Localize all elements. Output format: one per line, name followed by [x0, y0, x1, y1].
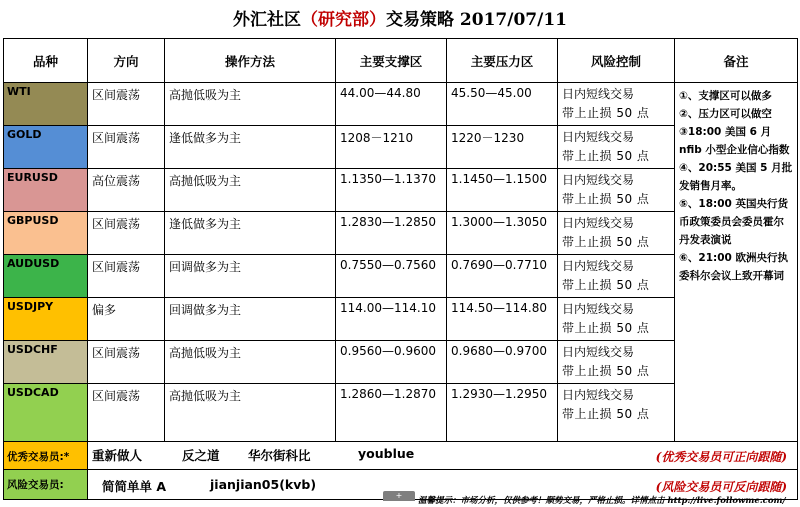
method-cell: 高抛低吸为主 — [165, 169, 336, 212]
risk-cell — [558, 212, 675, 255]
risk-line-2: 带上止损 50 点 — [562, 407, 650, 421]
risk-cell — [558, 341, 675, 384]
header-row — [4, 39, 798, 83]
trader-name[interactable]: 反之道 — [182, 448, 220, 463]
footer-expand-tab[interactable] — [383, 491, 415, 501]
support-cell: 1.2860—1.2870 — [336, 384, 447, 442]
risk-line-1: 日内短线交易 — [562, 173, 635, 187]
trader-name[interactable]: youblue — [358, 446, 415, 461]
note-item: ④、20:55 美国 5 月批发销售月率。 — [679, 162, 793, 192]
header-resistance: 主要压力区 — [447, 39, 558, 83]
resistance-cell: 0.9680—0.9700 — [447, 341, 558, 384]
note-item: ⑤、18:00 英国央行货币政策委员会委员霍尔丹发表演说 — [679, 198, 788, 246]
symbol-cell: GOLD — [4, 126, 88, 169]
risk-cell — [558, 169, 675, 212]
direction-cell: 区间震荡 — [88, 83, 165, 126]
support-cell: 1208－1210 — [336, 126, 447, 169]
risk-cell — [558, 126, 675, 169]
support-cell: 0.7550—0.7560 — [336, 255, 447, 298]
strategy-table — [3, 38, 798, 500]
note-item: ⑥、21:00 欧洲央行执委科尔会议上致开幕词 — [679, 252, 788, 282]
method-cell: 逢低做多为主 — [165, 212, 336, 255]
method-cell: 回调做多为主 — [165, 298, 336, 341]
risk-trader-label: 风险交易员: — [4, 470, 88, 500]
resistance-cell: 0.7690—0.7710 — [447, 255, 558, 298]
risk-cell — [558, 298, 675, 341]
risk-line-1: 日内短线交易 — [562, 87, 635, 101]
good-trader-note: (优秀交易员可正向跟随) — [655, 450, 787, 464]
symbol-cell: AUDUSD — [4, 255, 88, 298]
risk-line-1: 日内短线交易 — [562, 130, 635, 144]
header-notes: 备注 — [675, 39, 798, 83]
symbol-cell: WTI — [4, 83, 88, 126]
risk-cell — [558, 384, 675, 442]
support-cell: 44.00—44.80 — [336, 83, 447, 126]
header-symbol: 品种 — [4, 39, 88, 83]
direction-cell: 区间震荡 — [88, 341, 165, 384]
plus-icon: + — [395, 491, 403, 500]
risk-line-1: 日内短线交易 — [562, 216, 635, 230]
risk-line-2: 带上止损 50 点 — [562, 235, 650, 249]
support-cell: 1.2830—1.2850 — [336, 212, 447, 255]
direction-cell: 高位震荡 — [88, 169, 165, 212]
risk-line-2: 带上止损 50 点 — [562, 149, 650, 163]
symbol-cell: EURUSD — [4, 169, 88, 212]
risk-line-2: 带上止损 50 点 — [562, 364, 650, 378]
risk-line-2: 带上止损 50 点 — [562, 192, 650, 206]
header-risk: 风险控制 — [558, 39, 675, 83]
risk-cell — [558, 255, 675, 298]
method-cell: 回调做多为主 — [165, 255, 336, 298]
title-dept: （研究部） — [301, 10, 387, 30]
table-row — [4, 83, 798, 126]
direction-cell: 区间震荡 — [88, 212, 165, 255]
symbol-cell: USDCHF — [4, 341, 88, 384]
note-item: ①、支撑区可以做多 — [679, 90, 772, 102]
trader-name[interactable]: 简简单单 A — [102, 479, 167, 494]
method-cell: 逢低做多为主 — [165, 126, 336, 169]
resistance-cell: 1.1450—1.1500 — [447, 169, 558, 212]
direction-cell: 区间震荡 — [88, 126, 165, 169]
direction-cell: 偏多 — [88, 298, 165, 341]
method-cell: 高抛低吸为主 — [165, 83, 336, 126]
risk-cell — [558, 83, 675, 126]
method-cell: 高抛低吸为主 — [165, 384, 336, 442]
risk-line-1: 日内短线交易 — [562, 259, 635, 273]
resistance-cell: 114.50—114.80 — [447, 298, 558, 341]
note-item: ③18:00 美国 6 月 nfib 小型企业信心指数 — [679, 126, 790, 156]
page-title — [0, 0, 800, 38]
risk-trader-note: (风险交易员可反向跟随) — [655, 480, 787, 494]
good-trader-row — [4, 442, 798, 470]
support-cell: 1.1350—1.1370 — [336, 169, 447, 212]
direction-cell: 区间震荡 — [88, 255, 165, 298]
support-cell: 114.00—114.10 — [336, 298, 447, 341]
symbol-cell: USDCAD — [4, 384, 88, 442]
header-method: 操作方法 — [165, 39, 336, 83]
title-prefix: 外汇社区 — [233, 10, 302, 30]
risk-line-1: 日内短线交易 — [562, 302, 635, 316]
risk-line-1: 日内短线交易 — [562, 345, 635, 359]
resistance-cell: 1.2930—1.2950 — [447, 384, 558, 442]
header-direction: 方向 — [88, 39, 165, 83]
notes-cell — [675, 83, 798, 442]
good-trader-label: 优秀交易员:* — [4, 442, 88, 470]
trader-name[interactable]: jianjian05(kvb) — [210, 477, 317, 492]
note-item: ②、压力区可以做空 — [679, 108, 772, 120]
resistance-cell: 1.3000—1.3050 — [447, 212, 558, 255]
trader-name[interactable]: 重新做人 — [92, 448, 143, 463]
resistance-cell: 45.50—45.00 — [447, 83, 558, 126]
symbol-cell: USDJPY — [4, 298, 88, 341]
risk-line-1: 日内短线交易 — [562, 388, 635, 402]
direction-cell: 区间震荡 — [88, 384, 165, 442]
risk-line-2: 带上止损 50 点 — [562, 106, 650, 120]
footer-disclaimer: 温馨提示：市场分析，仅供参考！顺势交易，严格止损。详情点击 http://live.followme.com/ — [418, 496, 786, 506]
symbol-cell: GBPUSD — [4, 212, 88, 255]
header-support: 主要支撑区 — [336, 39, 447, 83]
risk-line-2: 带上止损 50 点 — [562, 278, 650, 292]
resistance-cell: 1220－1230 — [447, 126, 558, 169]
risk-line-2: 带上止损 50 点 — [562, 321, 650, 335]
trader-name[interactable]: 华尔街科比 — [248, 448, 311, 463]
good-trader-names — [88, 442, 798, 470]
support-cell: 0.9560—0.9600 — [336, 341, 447, 384]
title-suffix: 交易策略 2017/07/11 — [386, 10, 567, 30]
method-cell: 高抛低吸为主 — [165, 341, 336, 384]
